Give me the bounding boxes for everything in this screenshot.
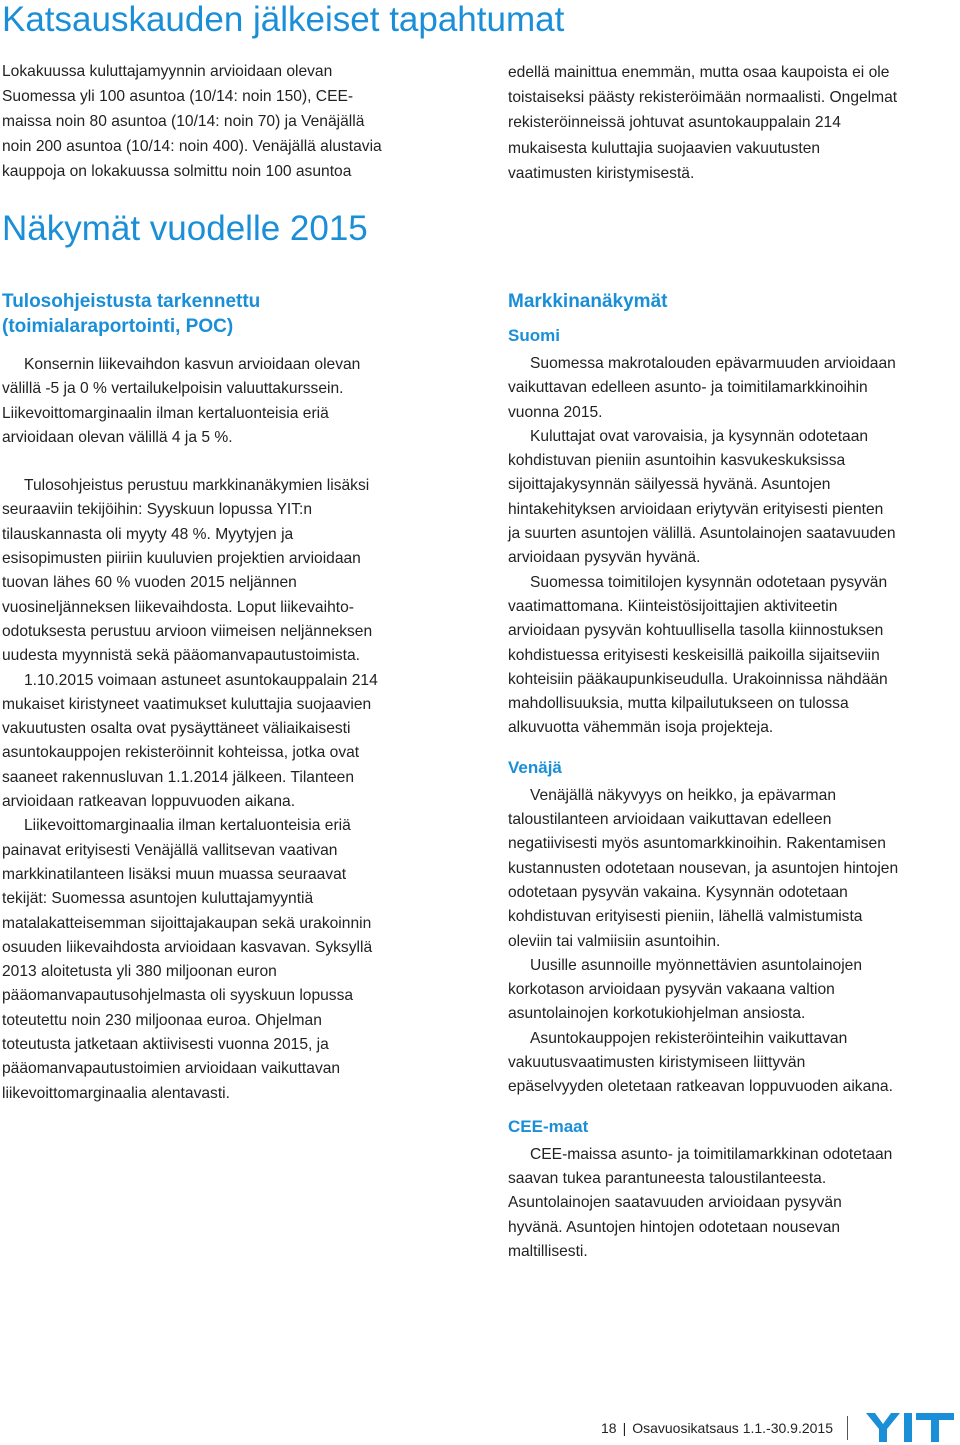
yit-logo [866,1413,958,1443]
russia-paragraph-1: Venäjällä näkyvyys on heikko, ja epävarman taloustilanteen arvioidaan vaikuttavan edelleen negatiivisesti myös asuntomarkkinoihin. Rakentamisen kustannusten odotetaan nousevan, ja asuntojen hintojen odotetaan pysyvän vakaina. Kysynnän odotetaan kohdistuvan erityisesti pieniin, lähellä valmistumista oleviin tai valmiisiin asuntoihin. [508,786,899,950]
finland-paragraph-2: Kuluttajat ovat varovaisia, ja kysynnän odotetaan kohdistuvan pieniin asuntoihin kasvukeskuksissa sijoittajakysynnän säilyessä hyvänä. Asuntojen hintakehityksen arvioidaan eriytyvän erityisesti pienten ja suurten asuntojen välillä. Asuntolainojen saatavuuden arvioidaan pysyvän hyvänä. [508,427,896,567]
russia-paragraph-3: Asuntokauppojen rekisteröinteihin vaikuttavan vakuutusvaatimusten kiristymiseen liittyvän epäselvyyden oletetaan ratkeavan loppuvuoden aikana. [508,1029,893,1096]
intro-left-paragraph: Lokakuussa kuluttajamyynnin arvioidaan olevan Suomessa yli 100 asuntoa (10/14: noin 150), CEE- maissa noin 80 asuntoa (10/14: noin 70) ja Venäjällä noin 200 asuntoa (10/14: noin 400). Venäjällä alustavia kauppoja on lokakuussa solmittu noin 100 asuntoa [2,63,382,180]
finland-heading: Suomi [508,326,560,345]
page-footer [601,1411,958,1445]
footer-divider [847,1416,848,1440]
market-outlook-section [508,289,948,1264]
guidance-section [2,289,442,1106]
page-number: 18 [600,1420,617,1436]
page-title: Katsauskauden jälkeiset tapahtumat [2,0,565,39]
guidance-paragraph-3: 1.10.2015 voimaan astuneet asuntokauppalain 214 mukaiset kiristyneet vaatimukset kuluttajia suojaavien vakuutusten osalta ovat pysäyttäneet väliaikaisesti asuntokauppojen rekisteröinnit kohteissa, jotka ovat saaneet rakennusluvan 1.1.2014 jälkeen. Tilanteen arvioidaan ratkeavan loppuvuoden aikana. [2,671,378,811]
document-title: Osavuosikatsaus 1.1.-30.9.2015 [632,1420,833,1436]
guidance-paragraph-2: Tulosohjeistus perustuu markkinanäkymien lisäksi seuraaviin tekijöihin: Syyskuun lopussa YIT:n tilauskannasta oli myyty 48 %. Myytyjen ja esisopimusten piiriin kuuluvien projektien arvioidaan tuovan lähes 60 % vuoden 2015 neljännen vuosineljänneksen liikevaihdosta. Loput liikevaihto- odotuksesta perustuu arvioon viimeisen neljänneksen uudesta myynnistä sekä pääomanvapautustoimista. [2,477,373,665]
footer-separator: | [622,1420,627,1436]
russia-heading: Venäjä [508,757,562,777]
guidance-paragraph-1: Konsernin liikevaihdon kasvun arvioidaan olevan välillä -5 ja 0 % vertailukelpoisin valuuttakurssein. Liikevoittomarginaalin ilman kertaluonteisia eriä arvioidaan olevan välillä 4 ja 5 %. [2,356,361,446]
intro-right-paragraph: edellä mainittua enemmän, mutta osaa kaupoista ei ole toistaiseksi päästy rekisteröimään normaalisti. Ongelmat rekisteröinneissä johtuvat asuntokauppalain 214 mukaisesta kuluttajia suojaavien vakuutusten vaatimusten kiristymisestä. [508,64,898,182]
guidance-paragraph-4: Liikevoittomarginaalia ilman kertaluonteisia eriä painavat erityisesti Venäjällä vallitsevan vaativan markkinatilanteen lisäksi muun muassa seuraavat tekijät: Suomessa asuntojen kuluttajamyyntiä matalakatteisemman sijoittajakaupan sekä urakoinnin osuuden liikevaihdosta arvioidaan kasvavan. Syksyllä 2013 aloitetusta yli 380 miljoonan euron pääomanvapautusohjelmasta oli syyskuun lopussa toteutettu noin 230 miljoonaa euroa. Ohjelman toteutusta jatketaan aktiivisesti vuonna 2015, ja pääomanvapautustoimien arvioidaan vaikuttavan liikevoittomarginaalia alentavasti. [2,817,373,1102]
intro-right [508,60,948,186]
market-outlook-heading: Markkinanäkymät [508,291,668,312]
finland-paragraph-3: Suomessa toimitilojen kysynnän odotetaan pysyvän vaatimattomana. Kiinteistösijoittajien aktiviteetin arvioidaan pysyvän kohtuullisella tasolla kiinnostuksen kohdistuessa erityisesti keskeisillä paikoilla sijaitseviin kohteisiin pääkaupunkiseudulla. Urakoinnissa nähdään mahdollisuuksia, mutta kilpailutukseen on tulossa alkuvuotta vähemmän isoja projekteja. [508,573,888,737]
cee-heading: CEE-maat [508,1116,589,1136]
cee-paragraph-1: CEE-maissa asunto- ja toimitilamarkkinan odotetaan saavan tukea parantuneesta taloustilanteesta. Asuntolainojen saatavuuden arvioidaan pysyvän hyvänä. Asuntojen hintojen odotetaan nousevan maltillisesti. [508,1145,893,1260]
guidance-heading: Tulosohjeistusta tarkennettu (toimialaraportointi, POC) [2,291,261,337]
finland-paragraph-1: Suomessa makrotalouden epävarmuuden arvioidaan vaikuttavan edelleen asunto- ja toimitilamarkkinoihin vuonna 2015. [508,355,896,421]
yit-logo-icon [866,1413,958,1443]
russia-paragraph-2: Uusille asunnoille myönnettävien asuntolainojen korkotason arvioidaan pysyvän vakaana valtion asuntolainojen korkotukiohjelman ansiosta. [508,956,863,1023]
outlook-title: Näkymät vuodelle 2015 [2,209,368,248]
intro-left [2,59,442,184]
